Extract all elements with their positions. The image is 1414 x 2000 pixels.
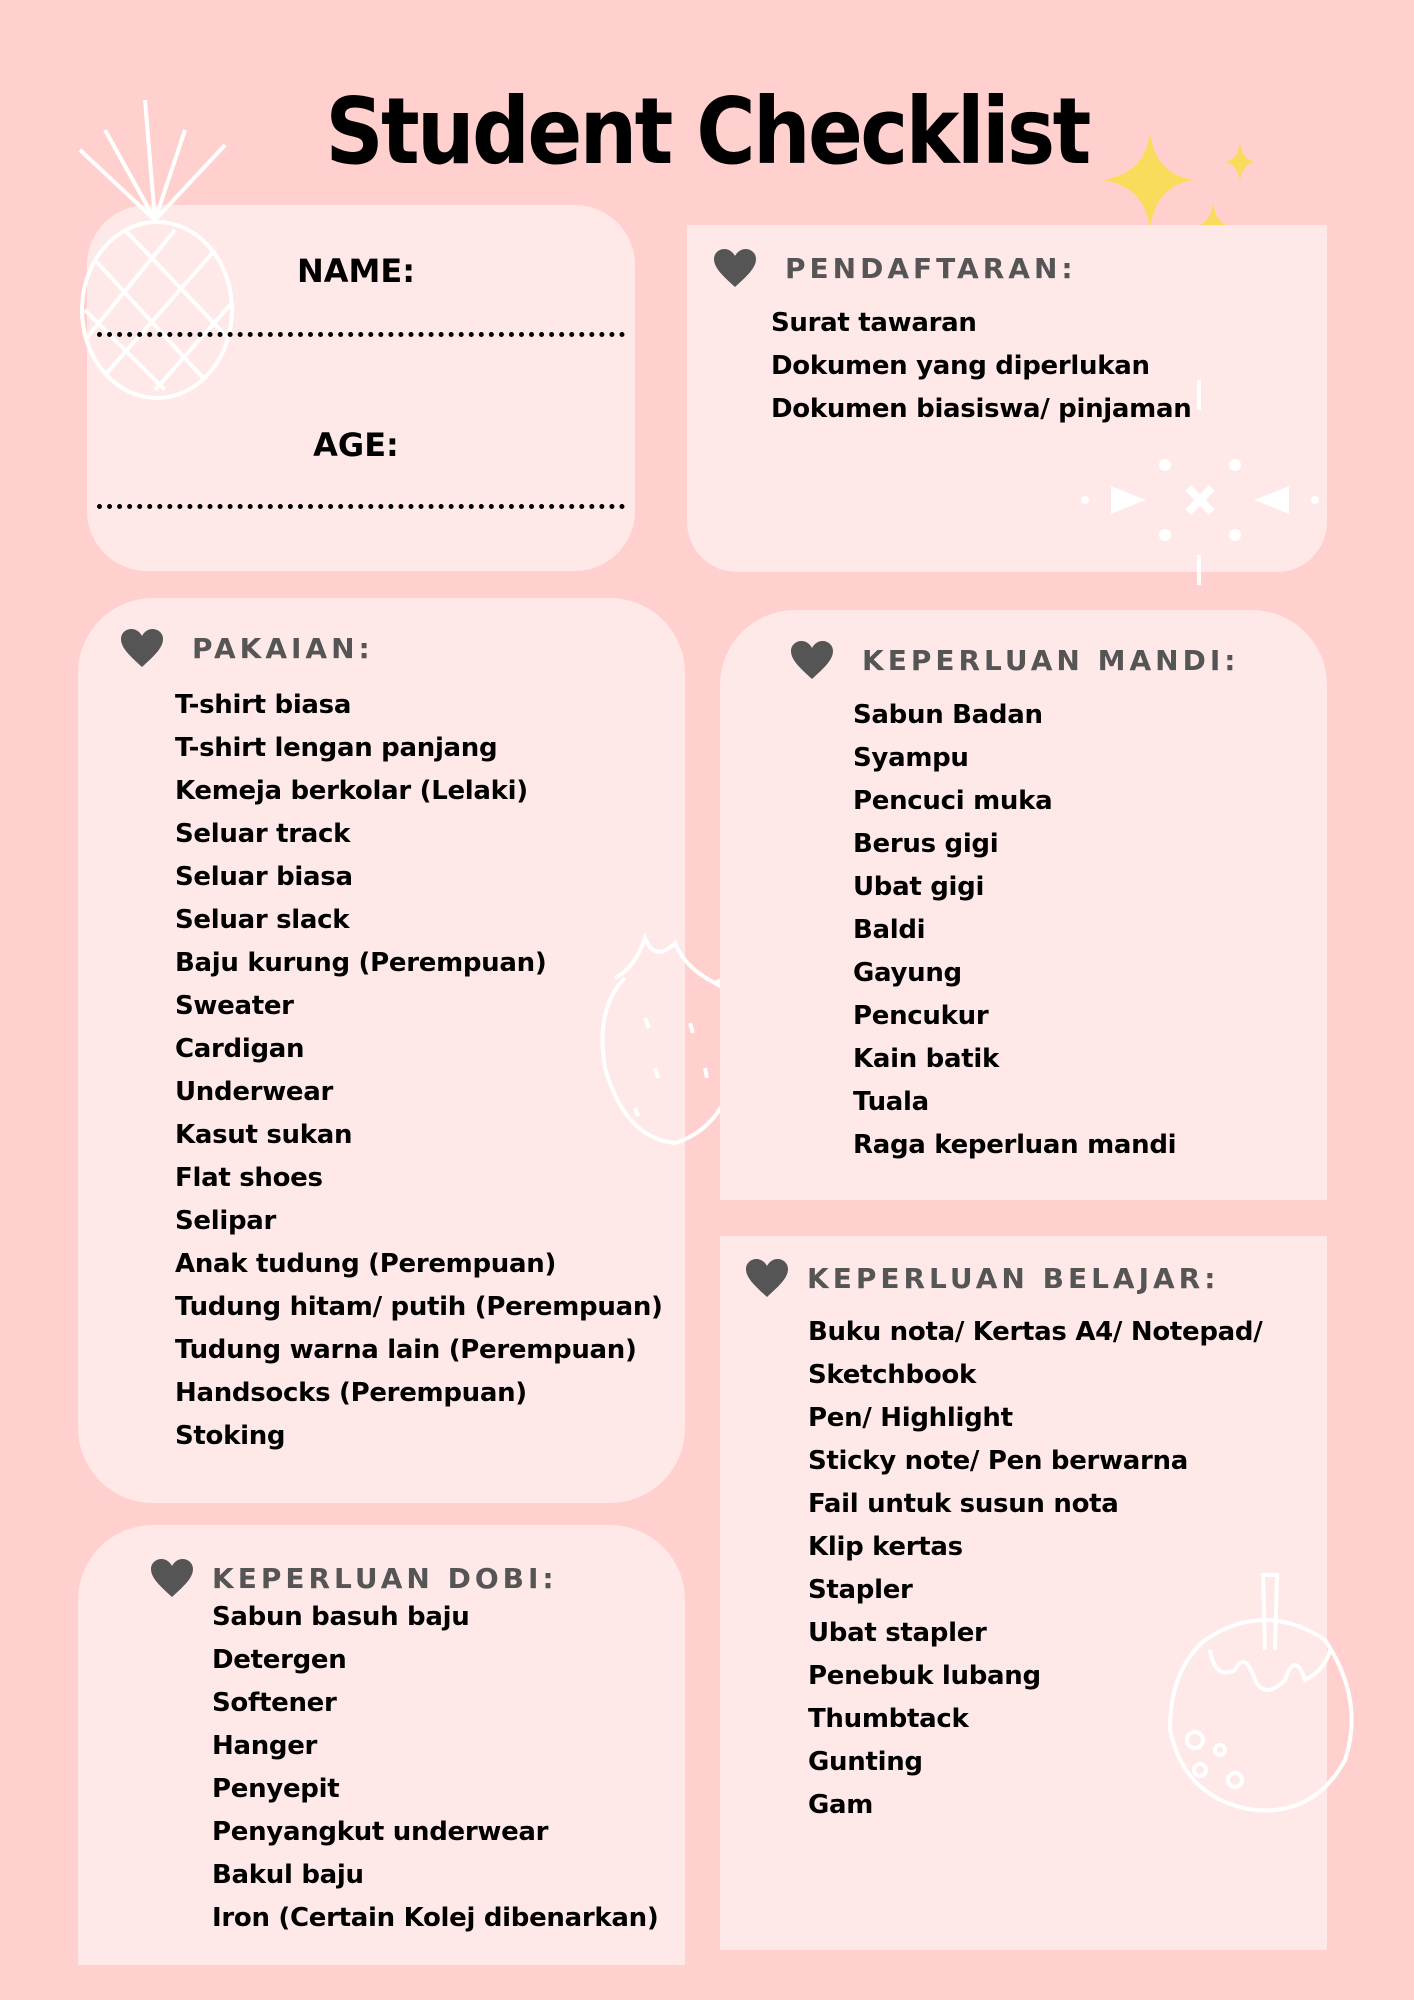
list-item: Sabun Badan [853,700,1043,730]
list-item: Baju kurung (Perempuan) [175,948,547,978]
list-item: Pencukur [853,1001,989,1031]
list-item: Cardigan [175,1034,305,1064]
list-item: Underwear [175,1077,334,1107]
list-item: Baldi [853,915,926,945]
list-item: Sweater [175,991,294,1021]
list-item: Thumbtack [808,1704,969,1734]
heart-icon [120,628,164,668]
heart-icon [745,1258,789,1298]
list-item: Seluar slack [175,905,350,935]
section-title: KEPERLUAN DOBI: [212,1561,558,1595]
list-item: Flat shoes [175,1163,323,1193]
list-item: Ubat gigi [853,872,985,902]
list-item: Ubat stapler [808,1618,987,1648]
pakaian-heading [120,628,374,668]
dobi-heading [150,1558,558,1598]
list-item: Seluar biasa [175,862,353,892]
age-label: AGE: [313,426,399,464]
list-item: Stapler [808,1575,913,1605]
belajar-heading [745,1258,1219,1298]
list-item: Gunting [808,1747,923,1777]
belajar-list [808,1311,1262,1827]
list-item: Pencuci muka [853,786,1053,816]
list-item: Tuala [853,1087,929,1117]
list-item: Pen/ Highlight [808,1403,1013,1433]
list-item: Anak tudung (Perempuan) [175,1249,557,1279]
list-item: Buku nota/ Kertas A4/ Notepad/ [808,1317,1263,1347]
age-input-line[interactable] [97,504,625,509]
pendaftaran-heading [713,248,1077,288]
list-item: T-shirt lengan panjang [175,733,498,763]
list-item: Kasut sukan [175,1120,353,1150]
name-input-line[interactable] [97,332,625,337]
heart-icon [713,248,757,288]
list-item: Stoking [175,1421,286,1451]
list-item: Detergen [212,1645,347,1675]
list-item: Sketchbook [808,1360,976,1390]
list-item: Penyepit [212,1774,340,1804]
mandi-heading [790,640,1239,680]
section-title: PENDAFTARAN: [785,251,1077,285]
list-item: Iron (Certain Kolej dibenarkan) [212,1903,659,1933]
list-item: Kemeja berkolar (Lelaki) [175,776,528,806]
list-item: Penebuk lubang [808,1661,1041,1691]
heart-icon [150,1558,194,1598]
section-title: KEPERLUAN MANDI: [862,643,1240,677]
list-item: Dokumen yang diperlukan [771,351,1150,381]
list-item: Handsocks (Perempuan) [175,1378,527,1408]
list-item: Berus gigi [853,829,999,859]
list-item: Tudung hitam/ putih (Perempuan) [175,1292,663,1322]
list-item: Gam [808,1790,874,1820]
list-item: Fail untuk susun nota [808,1489,1119,1519]
list-item: Gayung [853,958,962,988]
pendaftaran-list [771,302,1191,431]
pineapple-icon [75,90,245,400]
list-item: Surat tawaran [771,308,977,338]
list-item: Softener [212,1688,337,1718]
dobi-list [212,1596,658,1940]
section-title: PAKAIAN: [192,631,374,665]
list-item: Penyangkut underwear [212,1817,549,1847]
list-item: Klip kertas [808,1532,963,1562]
list-item: Tudung warna lain (Perempuan) [175,1335,637,1365]
page-title: Student Checklist [325,78,1089,185]
heart-icon [790,640,834,680]
list-item: Selipar [175,1206,277,1236]
list-item: Bakul baju [212,1860,364,1890]
list-item: Hanger [212,1731,318,1761]
list-item: T-shirt biasa [175,690,352,720]
list-item: Sticky note/ Pen berwarna [808,1446,1189,1476]
list-item: Sabun basuh baju [212,1602,470,1632]
list-item: Dokumen biasiswa/ pinjaman [771,394,1192,424]
list-item: Seluar track [175,819,351,849]
name-label: NAME: [296,252,416,290]
list-item: Kain batik [853,1044,999,1074]
list-item: Syampu [853,743,969,773]
pakaian-list [175,684,663,1458]
mandi-list [853,694,1176,1167]
list-item: Raga keperluan mandi [853,1130,1177,1160]
section-title: KEPERLUAN BELAJAR: [807,1261,1220,1295]
